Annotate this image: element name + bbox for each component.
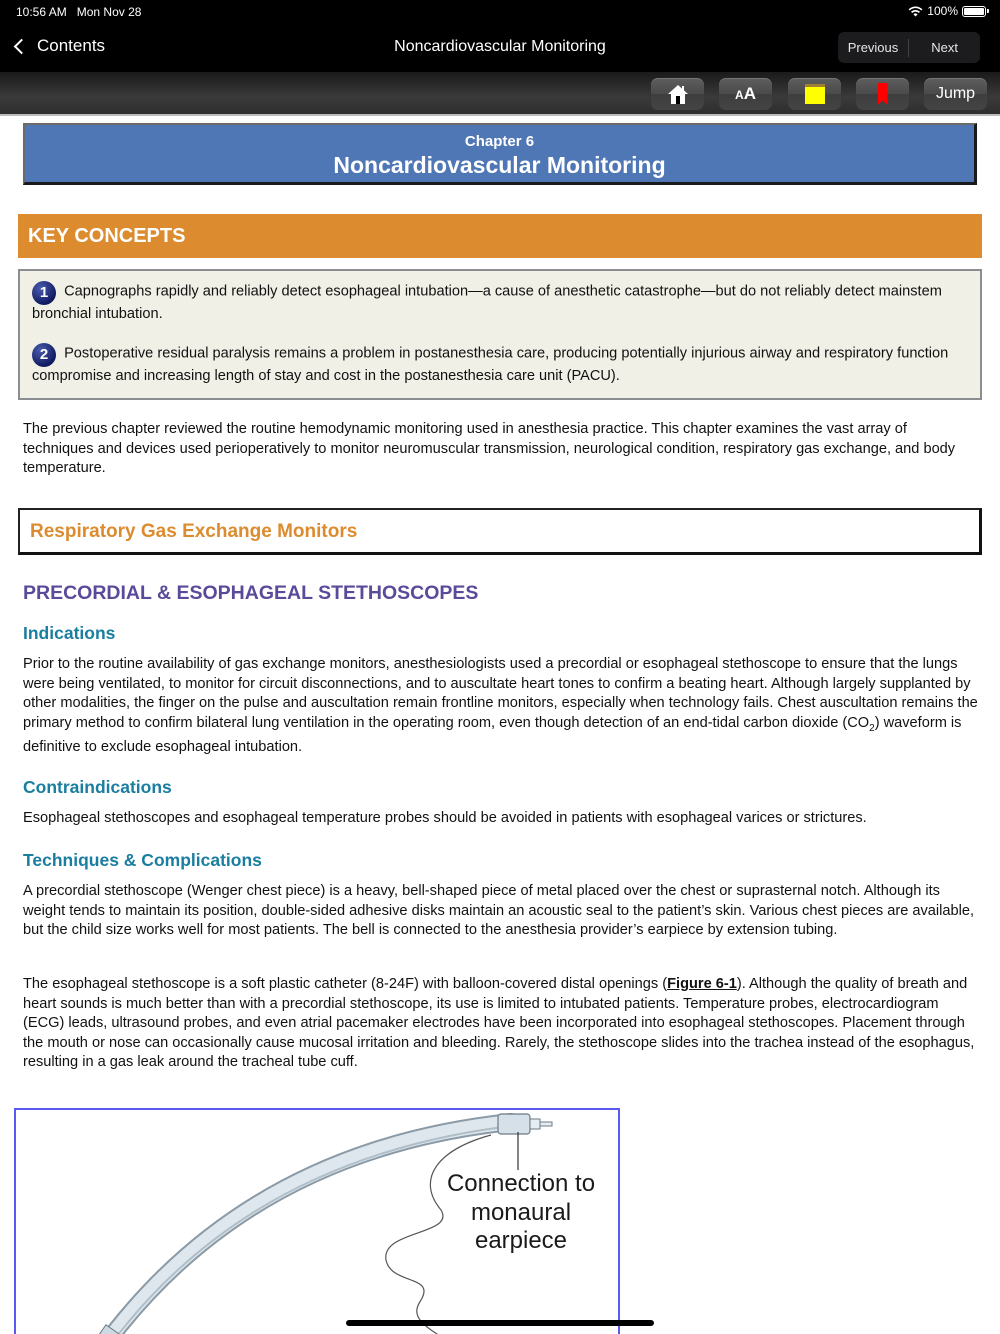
indications-heading: Indications — [23, 623, 116, 643]
figure-6-1-link[interactable]: Figure 6-1 — [667, 976, 737, 992]
key-concepts-header: KEY CONCEPTS — [18, 214, 982, 258]
bookmark-button[interactable] — [856, 78, 909, 110]
home-indicator[interactable] — [346, 1320, 654, 1326]
notes-button[interactable] — [788, 78, 841, 110]
techniques-heading: Techniques & Complications — [23, 850, 262, 870]
contraindications-heading: Contraindications — [23, 777, 172, 797]
nav-title: Noncardiovascular Monitoring — [394, 38, 606, 55]
next-button[interactable]: Next — [931, 40, 958, 55]
chapter-number: Chapter 6 — [464, 133, 535, 150]
home-icon — [667, 83, 689, 105]
chapter-header — [23, 123, 977, 185]
prev-next-segmented-control — [838, 32, 980, 63]
figure-6-1[interactable] — [14, 1108, 620, 1334]
font-size-icon: AA — [735, 84, 756, 103]
bookmark-icon — [878, 83, 888, 105]
subsection-title: PRECORDIAL & ESOPHAGEAL STETHOSCOPES — [23, 582, 479, 604]
number-badge-icon[interactable]: 2 — [32, 343, 56, 367]
wifi-icon — [908, 6, 923, 17]
number-badge-icon[interactable]: 1 — [32, 281, 56, 305]
contraindications-paragraph: Esophageal stethoscopes and esophageal temperature probes should be avoided in patients with esophageal varices or strictures. — [23, 810, 867, 826]
techniques-paragraph-2: The esophageal stethoscope is a soft plastic catheter (8-24F) with balloon-covered distal openings (Figure 6-1). Although the quality of breath and heart sounds is much better than with a precordial stethoscope, its use is limited to intubated patients. Temperature probes, electrocardiogram (ECG) leads, ultrasound probes, and even atrial pacemaker electrodes have been incorporated into esophageal stethoscopes. Placement through the mouth or nose can occasionally cause mucosal irritation and bleeding. Rarely, the stethoscope slides into the trachea instead of the esophagus, resulting in a gas leak around the tracheal tube cuff. — [23, 976, 975, 1071]
key-concepts-box — [18, 269, 982, 400]
status-bar — [0, 0, 1000, 24]
status-time: 10:56 AM Mon Nov 28 — [16, 5, 142, 19]
chapter-title: Noncardiovascular Monitoring — [333, 152, 666, 178]
battery-icon — [962, 6, 986, 17]
notepad-icon — [805, 84, 825, 104]
key-concept-item — [32, 281, 968, 325]
techniques-paragraph-1: A precordial stethoscope (Wenger chest piece) is a heavy, bell-shaped piece of metal placed over the chest or suprasternal notch. Although its weight tends to maintain its position, double-sided adhesive disks maintain an acoustic seal to the patient’s skin. Various chest pieces are available, but the child size works well for most patients. The bell is connected to the anesthesia provider’s earpiece by extension tubing. — [23, 883, 975, 939]
key-concept-text: Capnographs rapidly and reliably detect esophageal intubation—a cause of anesthetic catastrophe—but do not reliably detect mainstem bronchial intubation. — [32, 283, 942, 322]
intro-paragraph: The previous chapter reviewed the routine hemodynamic monitoring used in anesthesia practice. This chapter examines the vast array of techniques and devices used perioperatively to monitor neuromuscular transmission, neurological condition, respiratory gas exchange, and body temperature. — [23, 421, 956, 477]
indications-paragraph: Prior to the routine availability of gas exchange monitors, anesthesiologists used a precordial or esophageal stethoscope to ensure that the lungs were being ventilated, to monitor for circuit disconnections, and to auscultate heart tones to confirm a beating heart. Although largely supplanted by other modalities, the finger on the pulse and auscultation remain frontline monitors, especially when technology fails. Chest auscultation remains the primary method to confirm bilateral lung ventilation in the operating room, even though detection of an end-tidal carbon dioxide $(CO_2)$ waveform is definitive to exclude esophageal intubation. — [23, 656, 978, 756]
battery-percent: 100% — [927, 4, 958, 18]
section-title: Respiratory Gas Exchange Monitors — [18, 508, 982, 555]
back-label: Contents — [37, 36, 106, 55]
nav-bar — [0, 24, 1000, 72]
previous-button[interactable]: Previous — [847, 40, 899, 55]
key-concept-text: Postoperative residual paralysis remains a problem in postanesthesia care, producing potentially injurious airway and respiratory function compromise and increasing length of stay and cost in the postanesthesia care unit (PACU). — [32, 344, 949, 384]
home-button[interactable] — [651, 78, 704, 110]
status-indicators — [908, 4, 986, 18]
figure-callout-label: Connection to monaural earpiece — [446, 1170, 596, 1254]
reader-toolbar — [0, 72, 1000, 116]
key-concept-item — [32, 343, 968, 387]
font-size-button[interactable] — [719, 78, 772, 110]
jump-button[interactable]: Jump — [924, 78, 987, 110]
